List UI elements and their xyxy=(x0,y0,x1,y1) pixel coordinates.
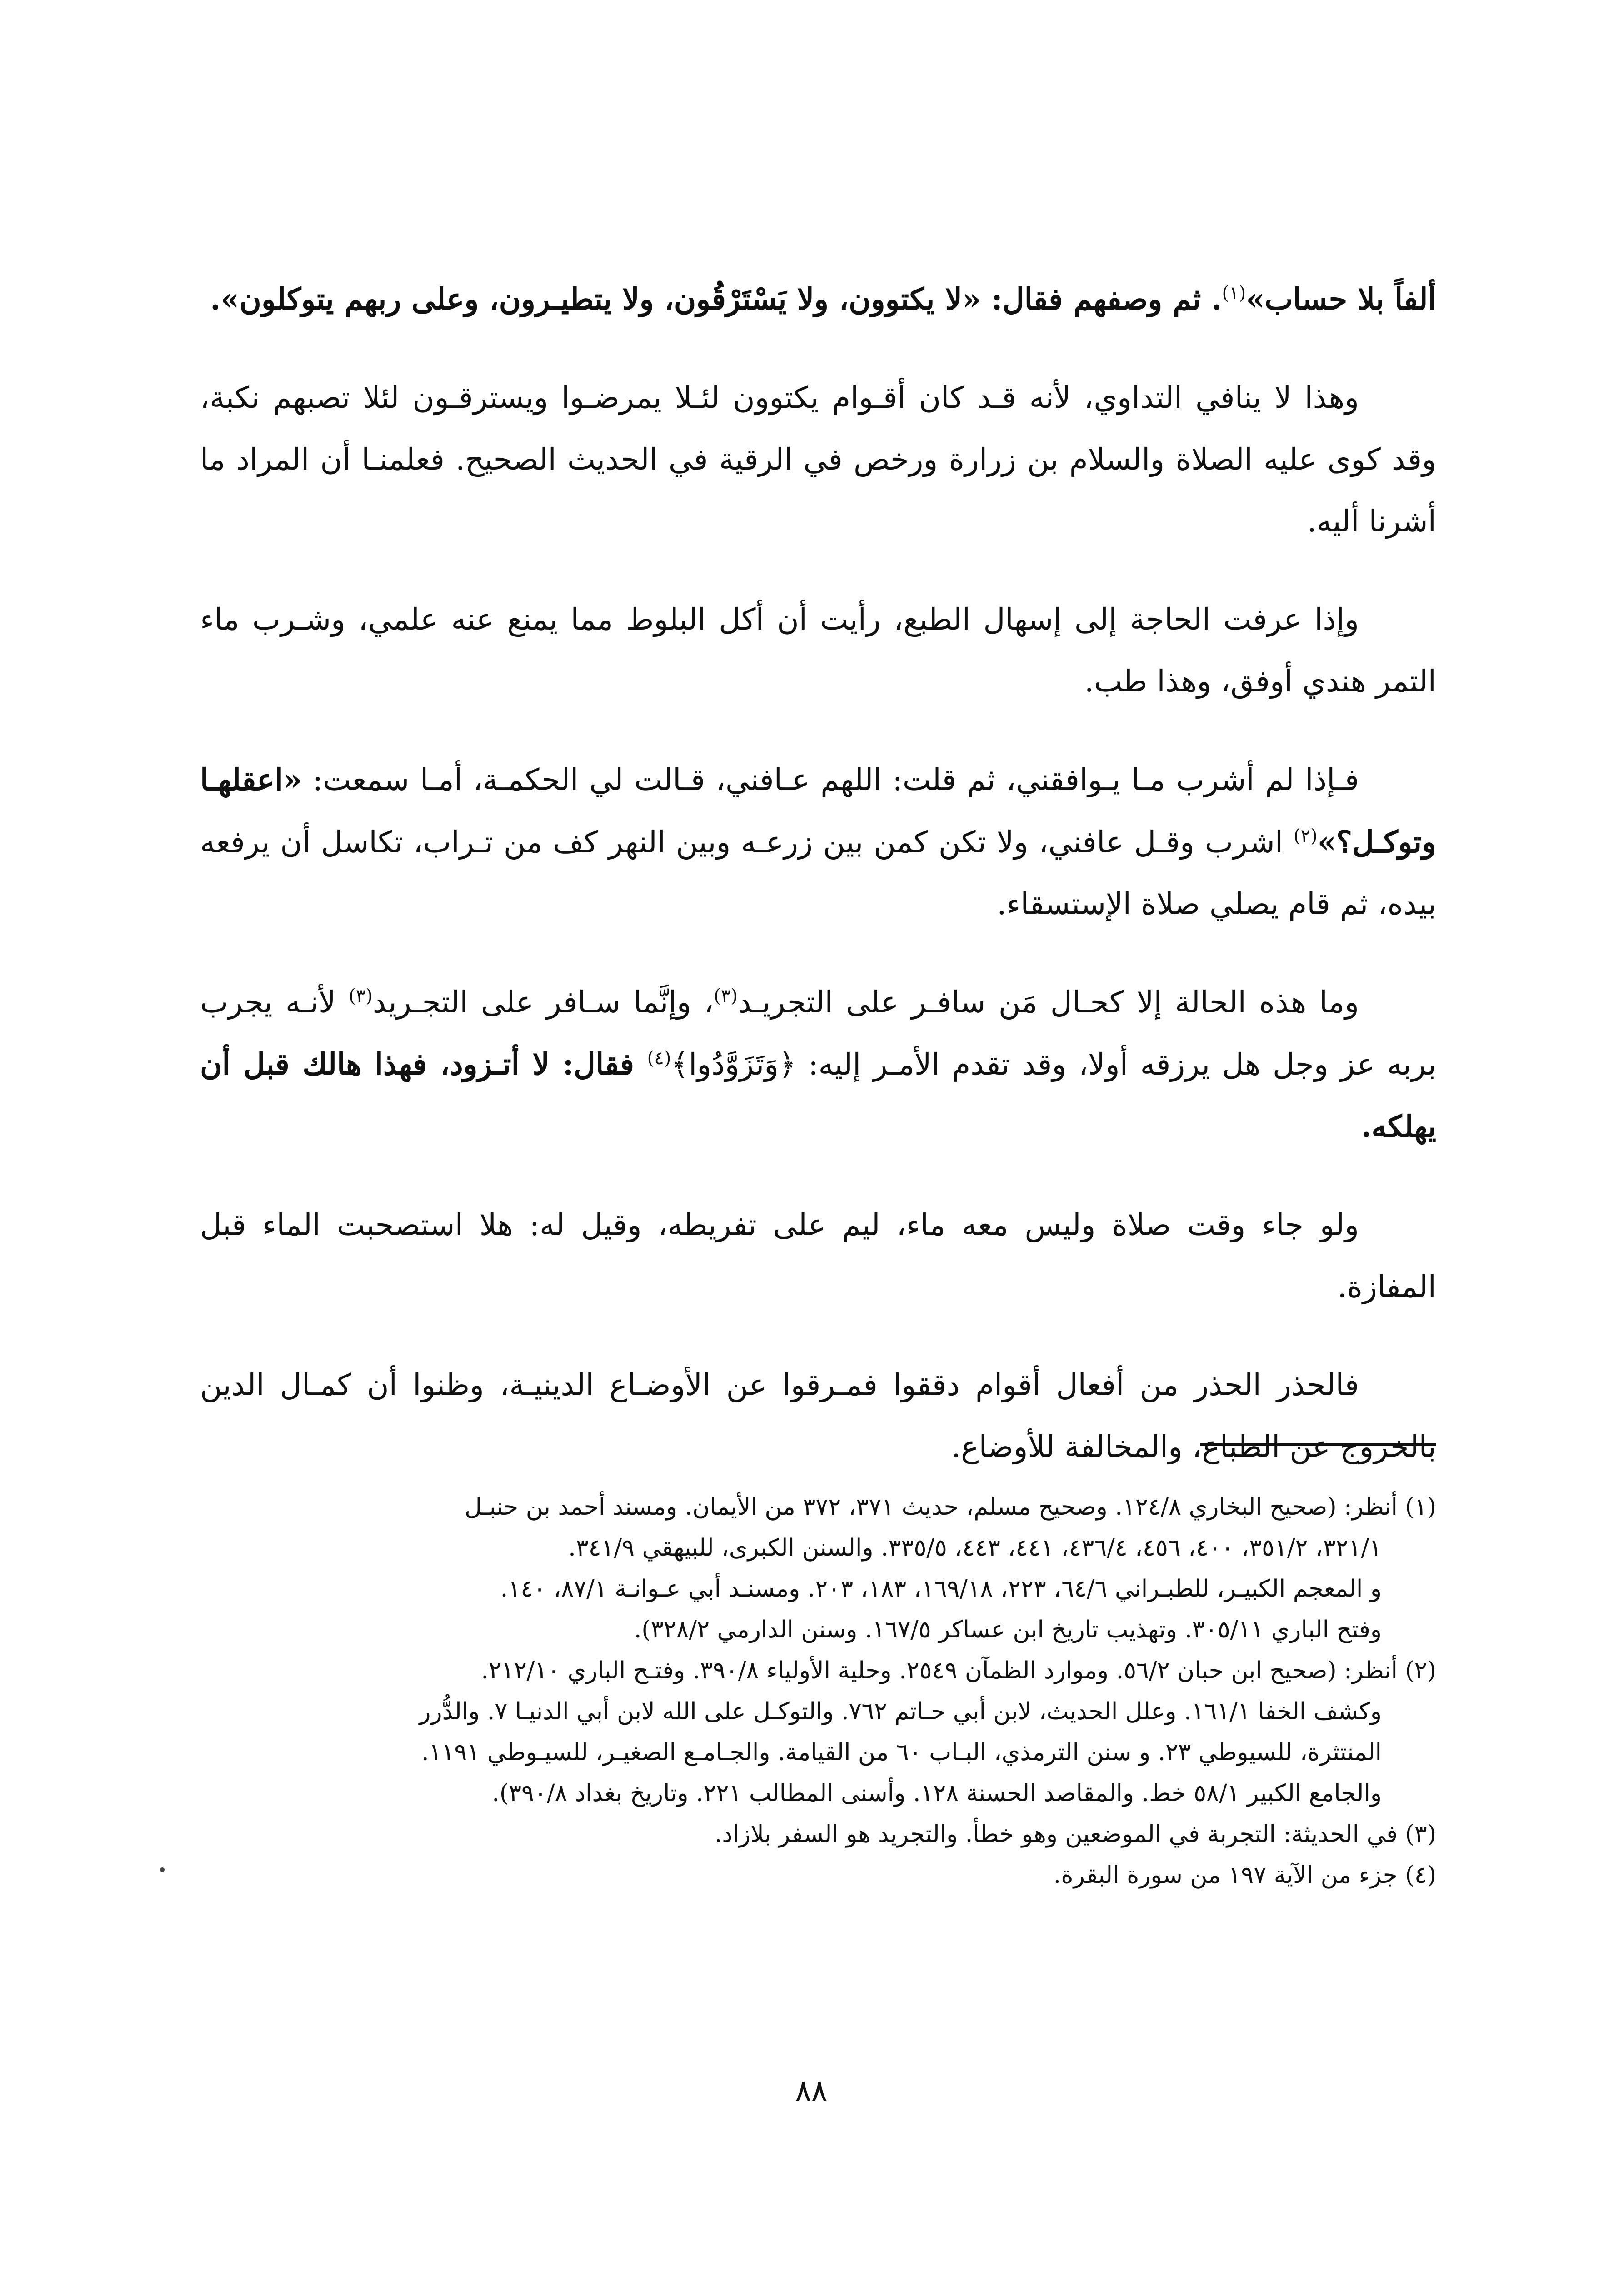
paragraph-7: فالحذر الحذر من أفعال أقوام دققوا فمـرقوا عن الأوضـاع الدينيـة، وظنوا أن كمـال الدين بالخروج عن الطباع، والمخالفة للأوضاع. xyxy=(200,1367,1436,1464)
footnote-3-text: (٣) في الحديثة: التجربة في الموضعين وهو خطأ. والتجريد هو السفر بلازاد. xyxy=(714,1821,1436,1848)
footnote-1-line: وفتح الباري ٣٠٥/١١. وتهذيب تاريخ ابن عساكر ١٦٧/٥. وسنن الدارمي ٣٢٨/٢). xyxy=(634,1616,1382,1643)
paragraph-6: ولو جاء وقت صلاة وليس معه ماء، ليم على تفريطه، وقيل له: هلا استصحبت الماء قبل المفازة. xyxy=(200,1207,1436,1304)
footnote-1-line: ٣٢١/١، ٣٥١/٢، ٤٠٠، ٤٥٦، ٤٣٦/٤، ٤٤١، ٤٤٣، ٣٣٥/٥. والسنن الكبرى، للبيهقي ٣٤١/٩. xyxy=(568,1534,1382,1562)
footnote-2-line: والجامع الكبير ٥٨/١ خط. والمقاصد الحسنة ١٢٨. وأسنى المطالب ٢٢١. وتاريخ بغداد ٣٩٠/٨). xyxy=(492,1780,1382,1807)
paragraph-5 xyxy=(200,971,1436,1158)
paragraph-1-text: . ثم وصفهم فقال: «لا يكتوون، ولا يَسْتَرْقُون، ولا يتطيـرون، وعلى ربهم يتوكلون». xyxy=(210,281,1222,317)
footnote-4-text: (٤) جزء من الآية ١٩٧ من سورة البقرة. xyxy=(1053,1862,1436,1889)
footnote-2-line: وكشف الخفا ١٦١/١. وعلل الحديث، لابن أبي حـاتم ٧٦٢. والتوكـل على الله لابن أبي الدنيـا ٧. والدُّرر xyxy=(419,1698,1382,1725)
paragraph-4-hadith: «اعقلهـا وتوكـل؟» xyxy=(200,762,1436,860)
footnote-2-head: (٢) أنظر: (صحيح ابن حبان ٥٦/٢. وموارد الظمآن ٢٥٤٩. وحلية الأولياء ٣٩٠/٨. وفتـح الباري ٢١٢/١٠. xyxy=(481,1657,1436,1684)
paragraph-5-part-d: فقال: لا أتـزود، فهذا هالك قبل أن يهلكه. xyxy=(200,1046,1436,1144)
footnote-separator xyxy=(1200,1443,1436,1446)
footnote-3 xyxy=(200,1814,1436,1855)
footnote-ref-4: (٤) xyxy=(647,1048,671,1069)
paragraph-5-part-b: ، وإنَّما سـافر على التجـريد xyxy=(372,985,714,1020)
paragraph-4-text: اشرب وقـل عافني، ولا تكن كمن بين زرعـه وبين النهر كف من تـراب، تكاسل أن يرفعه بيده، ثم قام يصلي صلاة الإستسقاء. xyxy=(200,825,1436,921)
footnote-ref-3b: (٣) xyxy=(349,986,373,1006)
paragraph-3: وإذا عرفت الحاجة إلى إسهال الطبع، رأيت أن أكل البلوط مما يمنع عنه علمي، وشـرب ماء التمر هندي أوفق، وهذا طب. xyxy=(200,602,1436,699)
page-number: ٨٨ xyxy=(795,2073,828,2108)
footnote-1 xyxy=(200,1487,1436,1650)
paragraph-1-bold-quote: ألفاً بلا حساب» xyxy=(1246,281,1436,317)
paragraph-5-part-c: لأنـه يجرب بربه عز وجل هل يرزقه أولا، وقد تقدم الأمـر إليه: ﴿وَتَزَوَّدُوا﴾ xyxy=(200,985,1436,1082)
footnote-ref-2: (٢) xyxy=(1293,826,1318,846)
footnote-1-line: و المعجم الكبيـر، للطبـراني ٦٤/٦، ٢٢٣، ١٦٩/١٨، ١٨٣، ٢٠٣. ومسنـد أبي عـوانـة ٨٧/١، ١٤٠. xyxy=(500,1575,1382,1602)
footnote-2-line: المنتثرة، للسيوطي ٢٣. و سنن الترمذي، البـاب ٦٠ من القيامة. والجـامـع الصغيـر، للسيـوطي ١١٩١. xyxy=(421,1739,1382,1766)
body-text xyxy=(200,268,1436,1514)
footnotes xyxy=(200,1487,1436,1896)
footnote-ref-1: (١) xyxy=(1222,283,1246,304)
footnote-2 xyxy=(200,1650,1436,1814)
footnote-1-head: (١) أنظر: (صحيح البخاري ١٢٤/٨. وصحيح مسلم، حديث ٣٧١، ٣٧٢ من الأيمان. ومسند أحمد بن حنبـل xyxy=(465,1493,1436,1521)
footnote-ref-3a: (٣) xyxy=(714,986,738,1006)
paragraph-5-part-a: وما هذه الحالة إلا كحـال مَن سافـر على التجريـد xyxy=(738,985,1359,1020)
paragraph-4-opening: فـإذا لم أشرب مـا يـوافقني، ثم قلت: اللهم عـافني، قـالت لي الحكمـة، أمـا سمعت: xyxy=(312,762,1359,797)
paragraph-1 xyxy=(200,268,1436,330)
paragraph-2: وهذا لا ينافي التداوي، لأنه قـد كان أقـوام يكتوون لئـلا يمرضـوا ويسترقـون لئلا تصبهم نكبة، وقد كوى عليه الصلاة والسلام بن زرارة ورخص في الرقية في الحديث الصحيح. فعلمنـا أن المراد ما أشرنا أليه. xyxy=(200,380,1436,539)
footnote-4 xyxy=(200,1855,1436,1896)
paragraph-4 xyxy=(200,749,1436,935)
scan-speck xyxy=(160,1867,165,1872)
